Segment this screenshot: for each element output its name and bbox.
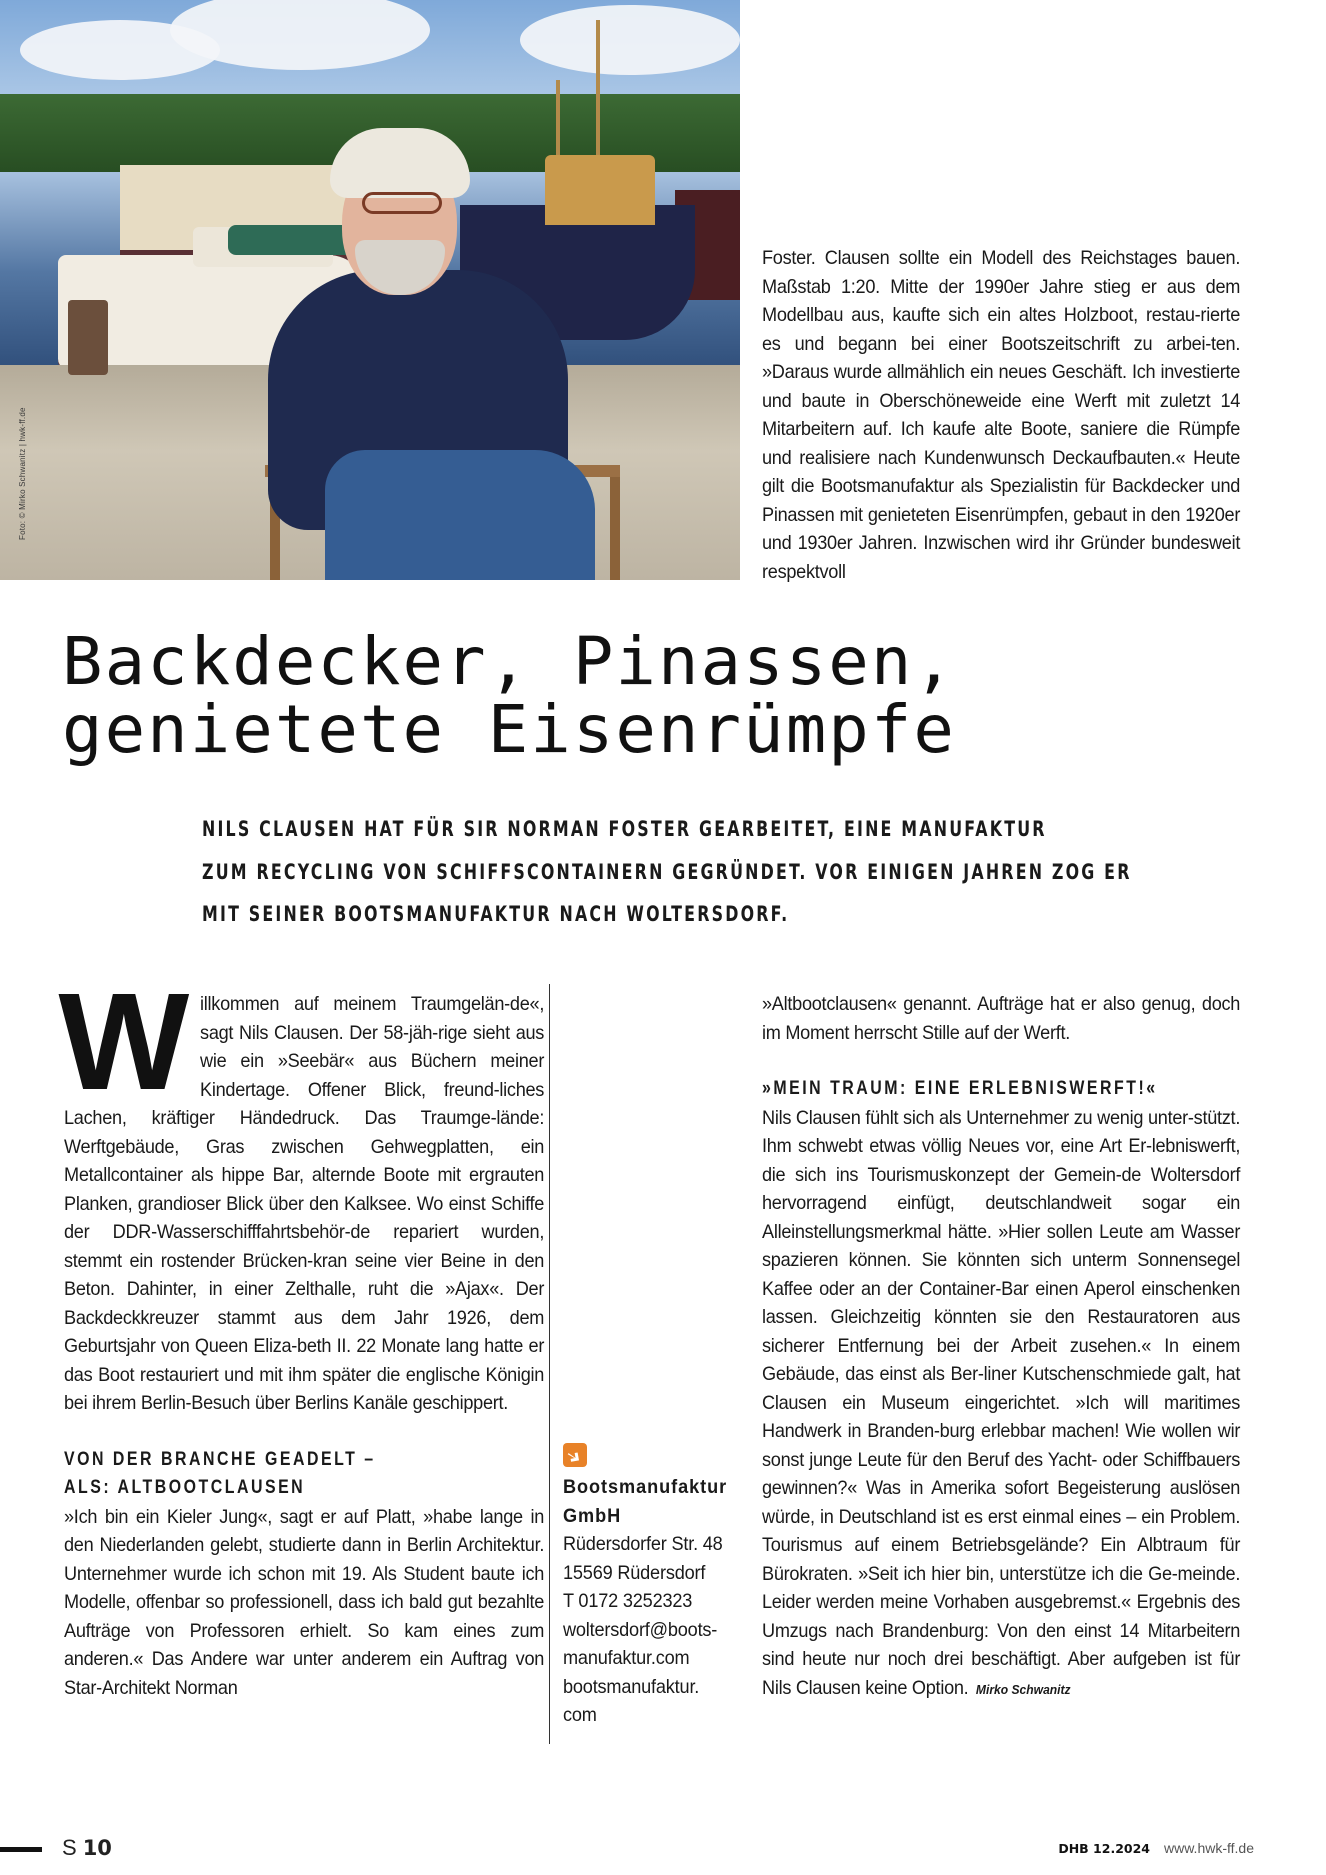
paragraph: »Altbootclausen« genannt. Aufträge hat er also genug, doch im Moment herrscht Stille auf der Werft.	[762, 993, 1241, 1044]
person-hair	[330, 128, 470, 198]
intro-lead	[202, 808, 1162, 936]
website-link[interactable]: www.hwk-ff.de	[1164, 1840, 1254, 1856]
intro-line-2: ZUM RECYCLING VON SCHIFFSCONTAINERN GEGRÜNDET. VOR EINIGEN JAHREN ZOG ER	[202, 859, 1132, 884]
person-glasses	[362, 192, 442, 214]
headline-line-2: genietete Eisenrümpfe	[62, 691, 956, 768]
page-number: S 10	[62, 1835, 112, 1860]
column-divider	[549, 984, 550, 1744]
author-byline: Mirko Schwanitz	[975, 1681, 1071, 1697]
intro-line-1: NILS CLAUSEN HAT FÜR SIR NORMAN FOSTER GEARBEITET, EINE MANUFAKTUR	[202, 817, 1047, 841]
footer-publication	[1058, 1840, 1254, 1856]
cloud	[520, 5, 740, 75]
company-website[interactable]: bootsmanufaktur.	[563, 1675, 700, 1698]
hero-photo	[0, 0, 740, 580]
company-infobox	[563, 1443, 743, 1730]
footer-rule	[0, 1847, 42, 1852]
headline	[62, 623, 956, 768]
paragraph: Nils Clausen fühlt sich als Unternehmer zu wenig unter-stützt. Ihm schwebt etwas völlig Neues vor, eine Art Er-lebniswerft, die sich ins Tourismuskonzept der Gemein-de Woltersdorf hervorragend einfügt, deutschlandweit sogar ein Alleinstellungsmerkmal hätte. »Hier sollen Leute am Wasser spazieren können. Sie könnten sich unterm Sonnensegel Kaffee oder an der Container-Bar einen Aperol einschenken lassen. Gleichzeitig könnten sie den Restauratoren aus sicherer Entfernung bei der Arbeit zusehen.« In einem Gebäude, das einst als Ber-liner Kutschenschmiede galt, hat Clausen ein Museum eingerichtet. »Ich will maritimes Handwerk in Branden-burg erlebbar machen! Wie wollen wir sonst junge Leute für den Beruf des Yacht- oder Schiffbauers gewinnen?« Was in Amerika sofort Begeisterung auslösen würde, in Deutschland ist es erst einmal eines – ein Problem. Tourismus auf einem Betriebsgelände? Ein Albtraum für Bürokraten. »Seit ich hier bin, unterstütze ich die Ge-meinde. Leider werden meine Vorhaben ausgebremst.« Ergebnis des Umzugs nach Brandenburg: Von den einst 14 Mitarbeitern sind heute nur noch drei beschäftigt. Aber aufgeben ist für Nils Clausen keine Option. Mirko Schwanitz	[762, 1106, 1241, 1699]
company-email-cont[interactable]: manufaktur.com	[563, 1647, 690, 1669]
arrow-down-right-icon	[563, 1443, 587, 1467]
paragraph: illkommen auf meinem Traumgelän-de«, sagt Nils Clausen. Der 58-jäh-rige sieht aus wie ein »Seebär« aus Büchern meiner Kindertage. Offener Blick, freund-liches Lachen, kräftiger Händedruck. Das Traumge-lände: Werftgebäude, Gras zwischen Gehwegplatten, ein Metallcontainer als hippe Bar, alternde Boote mit ergrauten Planken, grandioser Blick über den Kalksee. Wo einst Schiffe der DDR-Wasserschifffahrtsbehör-de repariert wurden, stemmt ein rostender Brücken-kran seine vier Beine in den Beton. Dahinter, in einer Zelthalle, ruht die »Ajax«. Der Backdeckkreuzer stammt aus dem Jahr 1926, dem Geburtsjahr von Queen Eliza-beth II. 22 Monate lang hatte er das Boot restauriert und mit ihm später die englische Königin bei ihrem Berlin-Besuch über Berlins Kanäle geschippert.	[64, 993, 545, 1414]
column-top-right	[762, 244, 1241, 586]
column-right	[762, 990, 1241, 1704]
paragraph: »Ich bin ein Kieler Jung«, sagt er auf Platt, »habe lange in den Niederlanden gelebt, studierte dann in Berlin Architektur. Unternehmer wurde ich schon mit 19. Als Student baute ich Modelle, offenbar so professionell, dass ich bald gut bezahlte Aufträge von Professoren erhielt. So kam eines zum anderen.« Das Andere war unter anderem ein Auftrag von Star-Architekt Norman	[64, 1505, 545, 1699]
company-email[interactable]: woltersdorf@boots-	[563, 1618, 718, 1641]
paragraph: Foster. Clausen sollte ein Modell des Reichstages bauen. Maßstab 1:20. Mitte der 1990er Jahre stieg er aus dem Modellbau aus, kaufte sich ein altes Holzboot, restau-rierte es und begann bei einer Bootszeitschrift zu arbei-ten. »Daraus wurde allmählich ein neues Geschäft. Ich investierte und baute in Oberschöneweide eine Werft mit zuletzt 14 Mitarbeitern auf. Ich kaufe alte Boote, saniere die Rümpfe und realisiere nach Kundenwunsch Deckaufbauten.« Heute gilt die Bootsmanufaktur als Spezialistin für Backdecker und Pinassen mit genieteten Eisenrümpfen, gebaut in den 1920er und 1930er Jahren. Inzwischen wird ihr Gründer bundesweit respektvoll	[762, 247, 1241, 583]
dropcap: W	[58, 965, 182, 1119]
subheading: VON DER BRANCHE GEADELT – ALS: ALTBOOTCLAUSEN	[64, 1448, 376, 1498]
company-website-cont[interactable]: com	[563, 1704, 597, 1726]
bollard	[68, 300, 108, 375]
column-left	[58, 965, 545, 1702]
company-city: 15569 Rüdersdorf	[563, 1561, 706, 1584]
company-name-suffix: GmbH	[563, 1504, 622, 1527]
company-street: Rüdersdorfer Str. 48	[563, 1533, 723, 1555]
person-jeans	[325, 450, 595, 580]
company-name: Bootsmanufaktur	[563, 1476, 728, 1498]
headline-line-1: Backdecker, Pinassen,	[62, 623, 956, 700]
intro-line-3: MIT SEINER BOOTSMANUFAKTUR NACH WOLTERSDORF.	[202, 902, 790, 926]
photo-credit: Foto: © Mirko Schwanitz | hwk-ff.de	[18, 407, 27, 540]
issue-label: DHB 12.2024	[1058, 1841, 1150, 1856]
subheading: »MEIN TRAUM: EINE ERLEBNISWERFT!«	[762, 1078, 1158, 1099]
company-phone: T 0172 3252323	[563, 1590, 693, 1612]
